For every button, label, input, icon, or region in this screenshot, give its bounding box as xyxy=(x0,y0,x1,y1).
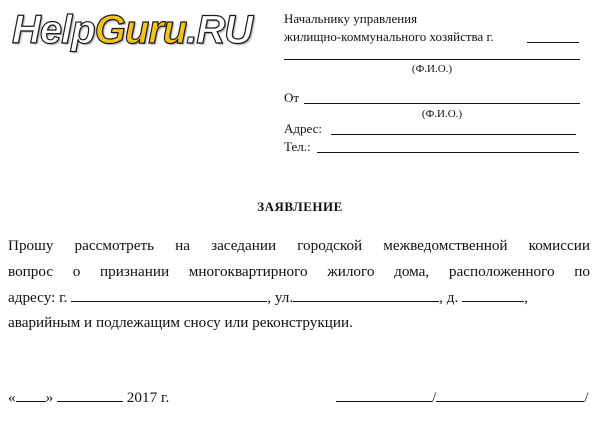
body-line-1: Прошу рассмотреть на заседании городской межведомственной комиссии xyxy=(8,237,590,254)
address-street-label: , ул. xyxy=(267,289,294,306)
date-field xyxy=(8,385,169,410)
address-house-blank xyxy=(462,288,524,302)
phone-blank-line xyxy=(317,152,579,153)
from-fio-blank-line xyxy=(304,103,580,104)
city-blank-line xyxy=(527,42,579,43)
date-day-blank xyxy=(16,388,46,402)
signature-slash-2: / xyxy=(584,389,589,406)
addressee-line-2: жилищно-коммунального хозяйства г. xyxy=(284,29,494,44)
logo-text-guru: Guru xyxy=(94,8,187,52)
date-quote-open: « xyxy=(8,389,16,406)
date-quote-close: » xyxy=(45,389,54,406)
signature-field xyxy=(336,385,588,410)
address-house-label: , д. xyxy=(439,289,459,306)
signature-name-blank xyxy=(436,388,584,402)
document-title: ЗАЯВЛЕНИЕ xyxy=(257,199,343,214)
phone-label: Тел.: xyxy=(284,139,311,154)
body-line-2: вопрос о признании многоквартирного жилого дома, расположенного по xyxy=(8,263,590,280)
logo-text-ru: .RU xyxy=(186,8,253,52)
from-label: От xyxy=(284,90,300,105)
address-label: Адрес: xyxy=(284,121,322,136)
address-city-label: адресу: г. xyxy=(8,289,68,306)
address-city-blank xyxy=(71,288,267,302)
address-blank-line xyxy=(331,134,576,135)
signature-blank xyxy=(336,388,432,402)
logo-text-help: Help xyxy=(12,8,95,52)
helpguru-logo xyxy=(12,8,252,52)
date-year: 2017 г. xyxy=(126,389,170,406)
addressee-fio-caption: (Ф.И.О.) xyxy=(411,63,453,75)
body-line-4: аварийным и подлежащим сносу или реконструкции. xyxy=(8,314,353,331)
signature-slash-1: / xyxy=(432,389,437,406)
address-line-end: , xyxy=(524,289,528,306)
body-line-3 xyxy=(8,285,528,310)
address-street-blank xyxy=(293,288,439,302)
from-fio-caption: (Ф.И.О.) xyxy=(421,108,463,120)
addressee-fio-blank-line xyxy=(284,59,580,60)
addressee-line-1: Начальнику управления xyxy=(284,11,418,26)
date-month-blank xyxy=(57,388,123,402)
